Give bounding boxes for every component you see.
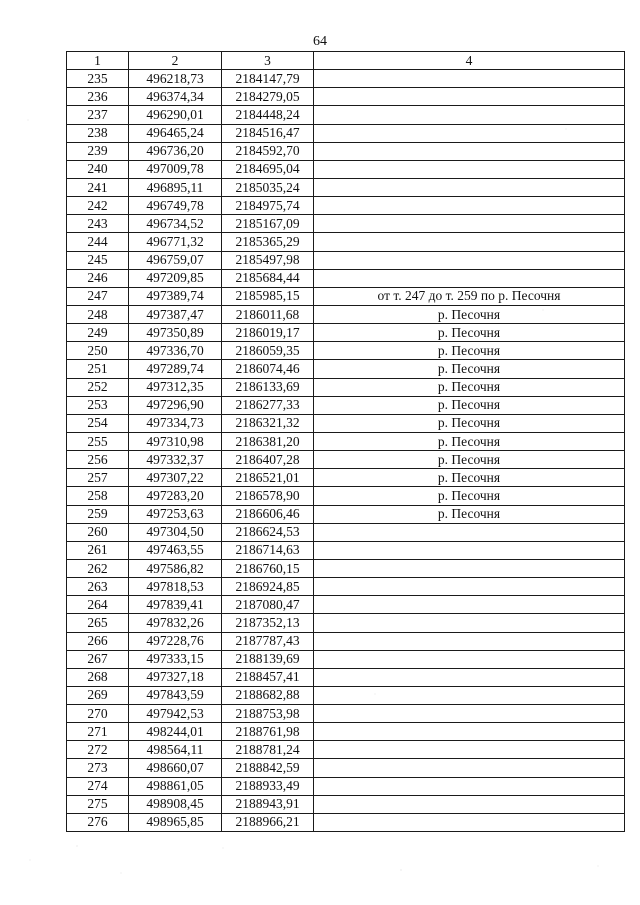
point-number-cell: 239 [67,142,129,160]
table-row [67,559,625,577]
coord-x-cell: 497336,70 [129,342,222,360]
table-row [67,487,625,505]
description-cell [314,269,625,287]
coord-x-cell: 497253,63 [129,505,222,523]
coord-y-cell: 2185684,44 [222,269,314,287]
point-number-cell: 241 [67,178,129,196]
point-number-cell: 237 [67,106,129,124]
coord-x-cell: 498965,85 [129,813,222,831]
description-cell: р. Песочня [314,305,625,323]
coord-y-cell: 2185497,98 [222,251,314,269]
coord-x-cell: 498908,45 [129,795,222,813]
table-row [67,342,625,360]
point-number-cell: 261 [67,541,129,559]
table-row [67,741,625,759]
coord-y-cell: 2186074,46 [222,360,314,378]
coord-x-cell: 497289,74 [129,360,222,378]
coordinates-table [66,51,625,832]
coord-x-cell: 496218,73 [129,70,222,88]
table-row [67,197,625,215]
description-cell: р. Песочня [314,469,625,487]
table-row [67,269,625,287]
coord-y-cell: 2188761,98 [222,723,314,741]
point-number-cell: 255 [67,432,129,450]
coord-y-cell: 2186407,28 [222,451,314,469]
description-cell [314,614,625,632]
coord-y-cell: 2187080,47 [222,596,314,614]
point-number-cell: 245 [67,251,129,269]
table-row [67,432,625,450]
description-cell [314,233,625,251]
description-cell: р. Песочня [314,342,625,360]
coord-x-cell: 496734,52 [129,215,222,233]
table-row [67,668,625,686]
coord-x-cell: 497283,20 [129,487,222,505]
description-cell [314,759,625,777]
point-number-cell: 254 [67,414,129,432]
coord-y-cell: 2188966,21 [222,813,314,831]
description-cell: р. Песочня [314,451,625,469]
point-number-cell: 243 [67,215,129,233]
header-col-2: 2 [129,52,222,70]
coord-y-cell: 2185985,15 [222,287,314,305]
description-cell: р. Песочня [314,360,625,378]
coord-y-cell: 2186011,68 [222,305,314,323]
point-number-cell: 267 [67,650,129,668]
coord-x-cell: 497332,37 [129,451,222,469]
point-number-cell: 242 [67,197,129,215]
coord-y-cell: 2185167,09 [222,215,314,233]
description-cell [314,124,625,142]
point-number-cell: 246 [67,269,129,287]
table-header-row [67,52,625,70]
point-number-cell: 244 [67,233,129,251]
coord-x-cell: 497304,50 [129,523,222,541]
description-cell [314,88,625,106]
coord-x-cell: 497209,85 [129,269,222,287]
coord-x-cell: 498660,07 [129,759,222,777]
coord-y-cell: 2186624,53 [222,523,314,541]
point-number-cell: 260 [67,523,129,541]
coord-y-cell: 2186381,20 [222,432,314,450]
header-col-4: 4 [314,52,625,70]
page-number: 64 [313,34,327,49]
description-cell [314,523,625,541]
coord-x-cell: 496290,01 [129,106,222,124]
table-row [67,233,625,251]
coord-y-cell: 2188842,59 [222,759,314,777]
coord-y-cell: 2186521,01 [222,469,314,487]
description-cell [314,632,625,650]
point-number-cell: 263 [67,578,129,596]
coord-y-cell: 2186606,46 [222,505,314,523]
table-row [67,160,625,178]
coord-x-cell: 497818,53 [129,578,222,596]
point-number-cell: 268 [67,668,129,686]
description-cell: от т. 247 до т. 259 по р. Песочня [314,287,625,305]
table-row [67,723,625,741]
coord-y-cell: 2184516,47 [222,124,314,142]
coord-y-cell: 2186133,69 [222,378,314,396]
coord-x-cell: 497463,55 [129,541,222,559]
point-number-cell: 258 [67,487,129,505]
coord-y-cell: 2187787,43 [222,632,314,650]
table-row [67,360,625,378]
point-number-cell: 259 [67,505,129,523]
description-cell [314,813,625,831]
point-number-cell: 269 [67,686,129,704]
coord-y-cell: 2184975,74 [222,197,314,215]
point-number-cell: 238 [67,124,129,142]
coord-x-cell: 497832,26 [129,614,222,632]
coord-x-cell: 496771,32 [129,233,222,251]
coord-x-cell: 497228,76 [129,632,222,650]
table-row [67,523,625,541]
description-cell: р. Песочня [314,487,625,505]
point-number-cell: 270 [67,705,129,723]
description-cell [314,578,625,596]
table-row [67,142,625,160]
point-number-cell: 249 [67,324,129,342]
table-row [67,632,625,650]
description-cell [314,723,625,741]
point-number-cell: 250 [67,342,129,360]
table-row [67,124,625,142]
coord-x-cell: 497334,73 [129,414,222,432]
coord-x-cell: 497387,47 [129,305,222,323]
table-row [67,596,625,614]
point-number-cell: 248 [67,305,129,323]
point-number-cell: 253 [67,396,129,414]
table-row [67,324,625,342]
description-cell: р. Песочня [314,324,625,342]
point-number-cell: 236 [67,88,129,106]
table-row [67,396,625,414]
description-cell: р. Песочня [314,505,625,523]
description-cell [314,596,625,614]
coord-x-cell: 497310,98 [129,432,222,450]
coord-y-cell: 2188943,91 [222,795,314,813]
table-row [67,178,625,196]
point-number-cell: 265 [67,614,129,632]
description-cell [314,541,625,559]
description-cell [314,251,625,269]
table-body [67,70,625,832]
description-cell [314,142,625,160]
coord-x-cell: 497839,41 [129,596,222,614]
point-number-cell: 266 [67,632,129,650]
coord-x-cell: 497327,18 [129,668,222,686]
coord-x-cell: 496759,07 [129,251,222,269]
point-number-cell: 275 [67,795,129,813]
table-row [67,777,625,795]
description-cell [314,106,625,124]
table-row [67,215,625,233]
table-row [67,505,625,523]
coord-y-cell: 2188139,69 [222,650,314,668]
point-number-cell: 273 [67,759,129,777]
coord-y-cell: 2185035,24 [222,178,314,196]
description-cell: р. Песочня [314,396,625,414]
coord-y-cell: 2188457,41 [222,668,314,686]
table-row [67,759,625,777]
coord-x-cell: 497312,35 [129,378,222,396]
coord-x-cell: 497942,53 [129,705,222,723]
coord-y-cell: 2186321,32 [222,414,314,432]
coord-x-cell: 496736,20 [129,142,222,160]
point-number-cell: 251 [67,360,129,378]
table-row [67,795,625,813]
description-cell [314,705,625,723]
point-number-cell: 256 [67,451,129,469]
table-row [67,578,625,596]
table-row [67,686,625,704]
table-row [67,614,625,632]
description-cell [314,559,625,577]
coord-y-cell: 2184279,05 [222,88,314,106]
coord-y-cell: 2185365,29 [222,233,314,251]
table-row [67,469,625,487]
table-row [67,414,625,432]
coord-x-cell: 497307,22 [129,469,222,487]
point-number-cell: 247 [67,287,129,305]
table-row [67,813,625,831]
table-row [67,70,625,88]
coord-y-cell: 2186924,85 [222,578,314,596]
coord-x-cell: 497009,78 [129,160,222,178]
coord-y-cell: 2188933,49 [222,777,314,795]
description-cell [314,70,625,88]
coord-x-cell: 497389,74 [129,287,222,305]
point-number-cell: 276 [67,813,129,831]
coord-y-cell: 2187352,13 [222,614,314,632]
coord-x-cell: 496749,78 [129,197,222,215]
table-row [67,451,625,469]
point-number-cell: 262 [67,559,129,577]
table-row [67,541,625,559]
coord-x-cell: 496465,24 [129,124,222,142]
coord-x-cell: 497843,59 [129,686,222,704]
table-row [67,251,625,269]
description-cell [314,650,625,668]
table-row [67,106,625,124]
table-row [67,287,625,305]
coord-y-cell: 2186714,63 [222,541,314,559]
coord-x-cell: 497296,90 [129,396,222,414]
coord-y-cell: 2186019,17 [222,324,314,342]
table-row [67,88,625,106]
point-number-cell: 252 [67,378,129,396]
point-number-cell: 257 [67,469,129,487]
coord-x-cell: 497586,82 [129,559,222,577]
coord-x-cell: 498244,01 [129,723,222,741]
coord-y-cell: 2188781,24 [222,741,314,759]
coord-y-cell: 2184448,24 [222,106,314,124]
point-number-cell: 272 [67,741,129,759]
description-cell: р. Песочня [314,414,625,432]
table-row [67,650,625,668]
coord-x-cell: 496895,11 [129,178,222,196]
description-cell: р. Песочня [314,378,625,396]
coord-y-cell: 2188753,98 [222,705,314,723]
coord-y-cell: 2184592,70 [222,142,314,160]
coord-y-cell: 2184147,79 [222,70,314,88]
description-cell [314,777,625,795]
coord-y-cell: 2184695,04 [222,160,314,178]
description-cell [314,795,625,813]
description-cell [314,178,625,196]
description-cell [314,668,625,686]
point-number-cell: 264 [67,596,129,614]
header-col-1: 1 [67,52,129,70]
coord-y-cell: 2186760,15 [222,559,314,577]
description-cell: р. Песочня [314,432,625,450]
description-cell [314,160,625,178]
coord-x-cell: 497350,89 [129,324,222,342]
point-number-cell: 274 [67,777,129,795]
coord-y-cell: 2186277,33 [222,396,314,414]
header-col-3: 3 [222,52,314,70]
description-cell [314,197,625,215]
table-row [67,305,625,323]
coord-y-cell: 2188682,88 [222,686,314,704]
table-row [67,705,625,723]
coord-x-cell: 498861,05 [129,777,222,795]
coord-x-cell: 496374,34 [129,88,222,106]
coord-y-cell: 2186578,90 [222,487,314,505]
point-number-cell: 240 [67,160,129,178]
description-cell [314,686,625,704]
coord-x-cell: 497333,15 [129,650,222,668]
coord-y-cell: 2186059,35 [222,342,314,360]
description-cell [314,741,625,759]
coord-x-cell: 498564,11 [129,741,222,759]
description-cell [314,215,625,233]
point-number-cell: 235 [67,70,129,88]
table-row [67,378,625,396]
point-number-cell: 271 [67,723,129,741]
